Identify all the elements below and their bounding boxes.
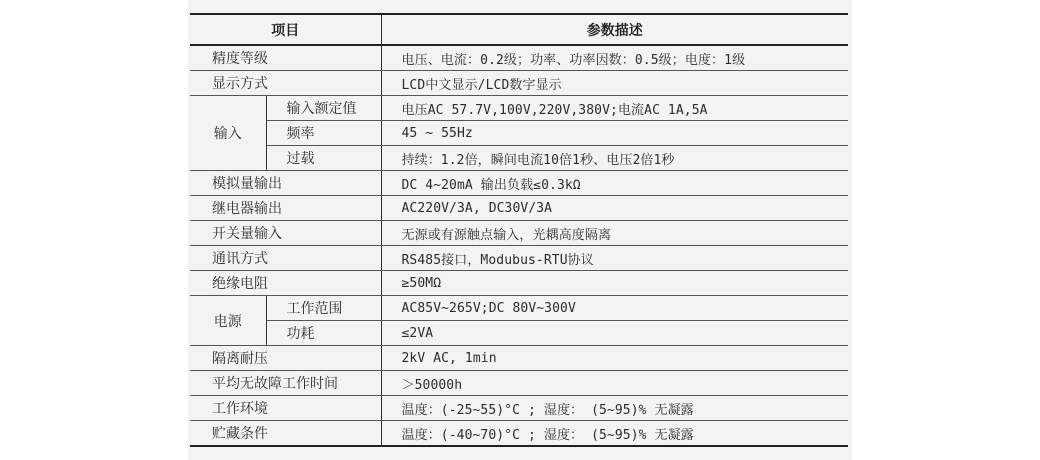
table-row	[190, 321, 848, 346]
row-value: DC 4~20mA 输出负载≤0.3kΩ	[381, 171, 848, 196]
table-row	[190, 45, 848, 71]
row-value: LCD中文显示/LCD数字显示	[381, 71, 848, 96]
row-label: 开关量输入	[190, 221, 381, 246]
row-label: 通讯方式	[190, 246, 381, 271]
table-row	[190, 371, 848, 396]
row-value: ≥50MΩ	[381, 271, 848, 296]
row-value: 持续：1.2倍，瞬间电流10倍1秒、电压2倍1秒	[381, 146, 848, 171]
row-label: 输入额定值	[266, 96, 381, 121]
row-value: 温度：(-40~70)°C ; 湿度： (5~95)% 无凝露	[381, 421, 848, 447]
table-row	[190, 221, 848, 246]
group-label-input: 输入	[190, 96, 266, 171]
table-row	[190, 171, 848, 196]
header-description: 参数描述	[381, 14, 848, 45]
row-label: 显示方式	[190, 71, 381, 96]
table-row	[190, 396, 848, 421]
row-label: 功耗	[266, 321, 381, 346]
row-label: 工作范围	[266, 296, 381, 321]
table-header-row	[190, 14, 848, 45]
row-value: 45 ~ 55Hz	[381, 121, 848, 146]
row-value: 电压AC 57.7V,100V,220V,380V;电流AC 1A,5A	[381, 96, 848, 121]
header-item: 项目	[190, 14, 381, 45]
row-label: 绝缘电阻	[190, 271, 381, 296]
table-row	[190, 421, 848, 447]
table-row	[190, 71, 848, 96]
table-row	[190, 271, 848, 296]
row-label: 隔离耐压	[190, 346, 381, 371]
row-value: 电压、电流：0.2级；功率、功率因数：0.5级；电度：1级	[381, 45, 848, 71]
row-value: 温度：(-25~55)°C ; 湿度： (5~95)% 无凝露	[381, 396, 848, 421]
row-value: ≤2VA	[381, 321, 848, 346]
row-label: 工作环境	[190, 396, 381, 421]
table-row	[190, 196, 848, 221]
row-value: AC85V~265V;DC 80V~300V	[381, 296, 848, 321]
table-row	[190, 96, 848, 121]
row-label: 贮藏条件	[190, 421, 381, 447]
row-label: 精度等级	[190, 45, 381, 71]
row-label: 平均无故障工作时间	[190, 371, 381, 396]
group-label-power: 电源	[190, 296, 266, 346]
table-row	[190, 346, 848, 371]
row-value: 2kV AC, 1min	[381, 346, 848, 371]
row-value: 无源或有源触点输入，光耦高度隔离	[381, 221, 848, 246]
row-value: RS485接口，Modubus-RTU协议	[381, 246, 848, 271]
row-label: 频率	[266, 121, 381, 146]
table-row	[190, 121, 848, 146]
table-row	[190, 246, 848, 271]
row-value: ＞50000h	[381, 371, 848, 396]
spec-table	[190, 13, 848, 447]
table-row	[190, 146, 848, 171]
row-value: AC220V/3A, DC30V/3A	[381, 196, 848, 221]
row-label: 继电器输出	[190, 196, 381, 221]
row-label: 模拟量输出	[190, 171, 381, 196]
table-row	[190, 296, 848, 321]
row-label: 过载	[266, 146, 381, 171]
